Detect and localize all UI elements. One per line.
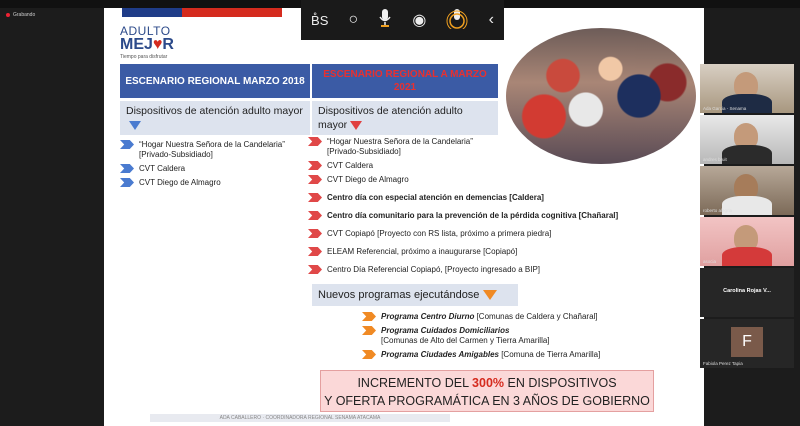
list-item: Programa Ciudades Amigables [Comuna de Tierra Amarilla] (362, 350, 600, 360)
list-item: Programa Cuidados Domiciliarios [Comunas de Alto del Carmen y Tierra Amarilla] (362, 326, 600, 346)
list-item: CVT Copiapó [Proyecto con RS lista, próximo a primera piedra] (308, 229, 658, 239)
list-item: Programa Centro Diurno [Comunas de Caldera y Chañaral] (362, 312, 600, 322)
subheader-right: Dispositivos de atención adulto mayor (312, 101, 498, 135)
record-icon[interactable]: ◉ (412, 12, 427, 29)
down-arrow-icon (350, 121, 362, 130)
list-2018 (120, 140, 305, 192)
list-item: “Hogar Nuestra Señora de la Candelaria” [Privado-Subsidiado] (120, 140, 305, 160)
avatar: F (731, 327, 763, 357)
chevron-right-icon (308, 265, 322, 274)
logo-line1: ADULTO (120, 24, 171, 38)
chevron-right-icon (308, 175, 322, 184)
list-item: “Hogar Nuestra Señora de la Candelaria” [Privado-Subsidiado] (308, 137, 493, 157)
recording-indicator (6, 12, 35, 18)
header-2018: ESCENARIO REGIONAL MARZO 2018 (120, 64, 310, 98)
microphone-icon[interactable] (378, 8, 392, 33)
circle-icon[interactable]: ○ (348, 11, 359, 28)
chevron-right-icon (308, 229, 322, 238)
flag-bar (122, 8, 282, 17)
recording-label: Grabando (13, 12, 36, 18)
participant-tile[interactable]: asocia (700, 217, 794, 266)
bs-icon[interactable]: B̊S (311, 12, 329, 28)
record-dot-icon (6, 13, 10, 17)
programs-list (362, 312, 600, 364)
chevron-right-icon (308, 137, 322, 146)
participant-tile[interactable]: F Fabiola Perez Tapia (700, 319, 794, 368)
participant-tile[interactable]: roberto alegria (700, 166, 794, 215)
participant-tile[interactable]: andres bruit (700, 115, 794, 164)
list-item: CVT Caldera (308, 161, 658, 171)
programs-title: Nuevos programas ejecutándose (312, 284, 518, 306)
increment-banner: INCREMENTO DEL 300% EN DISPOSITIVOS Y OFERTA PROGRAMÁTICA EN 3 AÑOS DE GOBIERNO (320, 370, 654, 412)
adulto-mejor-logo (120, 24, 210, 68)
list-item: Centro Día Referencial Copiapó, [Proyecto ingresado a BIP] (308, 265, 658, 275)
chevron-right-icon (308, 161, 322, 170)
logo-line2: MEJ♥R (120, 36, 174, 53)
down-arrow-icon (483, 290, 497, 300)
chevron-right-icon (120, 164, 134, 173)
header-2021: ESCENARIO REGIONAL A MARZO 2021 (312, 64, 498, 98)
chevron-right-icon (120, 140, 134, 149)
chevron-right-icon (362, 312, 376, 321)
presentation-toolbar (301, 0, 504, 40)
participant-tile[interactable]: Ada Garcia - Senama (700, 64, 794, 113)
subheader-left: Dispositivos de atención adulto mayor (120, 101, 310, 135)
back-chevron-icon[interactable]: ‹ (488, 11, 494, 28)
list-item: ELEAM Referencial, próximo a inaugurarse [Copiapó] (308, 247, 658, 257)
chevron-right-icon (308, 247, 322, 256)
group-photo (506, 28, 696, 164)
chevron-right-icon (362, 350, 376, 359)
chevron-right-icon (362, 326, 376, 335)
heart-icon: ♥ (152, 36, 163, 53)
list-item: CVT Diego de Almagro (308, 175, 658, 185)
broadcast-icon[interactable] (446, 7, 468, 34)
participants-panel (700, 64, 794, 370)
logo-tagline: Tiempo para disfrutar (120, 54, 168, 60)
list-item: CVT Caldera (120, 164, 305, 174)
list-item: Centro día con especial atención en demencias [Caldera] (308, 193, 658, 203)
chevron-right-icon (308, 193, 322, 202)
list-item: Centro día comunitario para la prevención de la pérdida cognitiva [Chañaral] (308, 211, 658, 221)
chevron-right-icon (308, 211, 322, 220)
slide-footer: ADA CABALLERO · COORDINADORA REGIONAL SENAMA ATACAMA (150, 414, 450, 422)
chevron-right-icon (120, 178, 134, 187)
list-item: CVT Diego de Almagro (120, 178, 305, 188)
participant-tile[interactable]: Carolina Rojas V... (700, 268, 794, 317)
down-arrow-icon (129, 121, 141, 130)
